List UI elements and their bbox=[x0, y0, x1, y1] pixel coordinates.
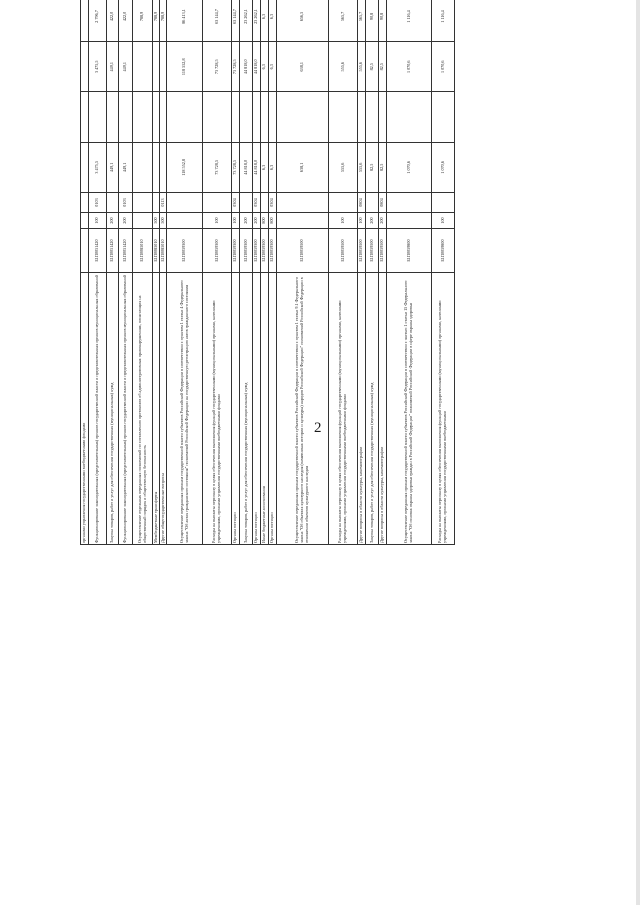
row-vr-cell: 100 bbox=[232, 213, 240, 229]
row-value-cell bbox=[160, 92, 167, 142]
row-code-cell: Б1П0051420 bbox=[89, 229, 107, 273]
row-value-cell: 565,7 bbox=[329, 0, 358, 42]
table-row bbox=[119, 0, 133, 545]
row-value-cell bbox=[81, 42, 89, 92]
row-vr-cell bbox=[167, 213, 203, 229]
row-value-cell: 82,5 bbox=[379, 42, 387, 92]
row-value-cell: 82,5 bbox=[366, 142, 379, 192]
row-value-cell: 788,9 bbox=[133, 0, 153, 42]
row-value-cell bbox=[269, 92, 277, 142]
row-vr-cell: 100 bbox=[358, 213, 366, 229]
row-value-cell: 788,9 bbox=[153, 0, 160, 42]
row-section-cell bbox=[133, 193, 153, 213]
table-row bbox=[232, 0, 240, 545]
row-code-cell: Б1П0085010 bbox=[160, 229, 167, 273]
row-section-cell: 0113 bbox=[160, 193, 167, 213]
row-value-cell bbox=[81, 0, 89, 42]
row-code-cell: Б1П0085010 bbox=[133, 229, 153, 273]
row-value-cell bbox=[240, 92, 253, 142]
row-vr-cell: 100 bbox=[432, 213, 455, 229]
row-value-cell: 73 728,5 bbox=[232, 42, 240, 92]
row-value-cell: 6,3 bbox=[269, 0, 277, 42]
row-value-cell: 63 144,7 bbox=[232, 0, 240, 42]
row-value-cell bbox=[153, 142, 160, 192]
row-value-cell: 1 070,6 bbox=[387, 142, 432, 192]
row-section-cell bbox=[277, 193, 329, 213]
row-value-cell: 44 818,0 bbox=[240, 42, 253, 92]
row-value-cell bbox=[232, 92, 240, 142]
row-value-cell: 422,0 bbox=[107, 0, 119, 42]
page-number: 2 bbox=[314, 420, 322, 436]
row-code-cell: Б1П0059800 bbox=[432, 229, 455, 273]
row-vr-cell: 100 bbox=[203, 213, 232, 229]
row-vr-cell bbox=[81, 213, 89, 229]
row-value-cell bbox=[160, 142, 167, 192]
row-value-cell: 1 070,6 bbox=[432, 42, 455, 92]
row-value-cell: 449,1 bbox=[107, 142, 119, 192]
table-row bbox=[133, 0, 153, 545]
row-vr-cell bbox=[277, 213, 329, 229]
table-row bbox=[269, 0, 277, 545]
row-value-cell: 1 070,6 bbox=[432, 142, 455, 192]
row-name-cell: Межбюджетные трансферты bbox=[153, 273, 160, 545]
row-value-cell: 86 413,1 bbox=[167, 0, 203, 42]
row-code-cell: Б1П0059500 bbox=[277, 229, 329, 273]
row-vr-cell: 200 bbox=[366, 213, 379, 229]
table-row bbox=[89, 0, 107, 545]
table-row bbox=[387, 0, 432, 545]
row-value-cell: 565,7 bbox=[358, 0, 366, 42]
row-value-cell: 449,1 bbox=[107, 42, 119, 92]
table-row bbox=[160, 0, 167, 545]
row-name-cell: Закупка товаров, работ и услуг для обеспечения государственных (муниципальных) нужд bbox=[240, 273, 253, 545]
row-value-cell: 449,1 bbox=[119, 142, 133, 192]
row-value-cell: 63 144,7 bbox=[203, 0, 232, 42]
row-section-cell bbox=[167, 193, 203, 213]
row-name-cell: Органы юстиции bbox=[232, 273, 240, 545]
row-value-cell: 638,1 bbox=[277, 142, 329, 192]
table-row bbox=[240, 0, 253, 545]
table-row bbox=[277, 0, 329, 545]
row-code-cell: Б1П0051420 bbox=[119, 229, 133, 273]
row-section-cell: 0304 bbox=[253, 193, 261, 213]
row-vr-cell bbox=[133, 213, 153, 229]
row-value-cell bbox=[81, 142, 89, 192]
row-section-cell bbox=[107, 193, 119, 213]
row-value-cell: 2 796,7 bbox=[89, 0, 107, 42]
row-section-cell bbox=[153, 193, 160, 213]
row-value-cell bbox=[387, 92, 432, 142]
row-code-cell: Б1П0059500 bbox=[329, 229, 358, 273]
row-value-cell bbox=[432, 92, 455, 142]
row-name-cell: органами управления государственными внебюджетными фондами bbox=[81, 273, 89, 545]
row-value-cell: 44 818,0 bbox=[253, 142, 261, 192]
row-value-cell: 3 475,5 bbox=[89, 142, 107, 192]
row-value-cell: 1 116,4 bbox=[432, 0, 455, 42]
row-name-cell: Функционирование законодательных (представительных) органов государственной власти и представительных органов муниципальных образований bbox=[89, 273, 107, 545]
row-value-cell: 3 475,5 bbox=[89, 42, 107, 92]
row-vr-cell: 200 bbox=[119, 213, 133, 229]
row-value-cell: 82,5 bbox=[366, 42, 379, 92]
row-code-cell bbox=[81, 229, 89, 273]
row-vr-cell: 200 bbox=[253, 213, 261, 229]
budget-table bbox=[80, 0, 455, 545]
row-code-cell: Б1П0059300 bbox=[167, 229, 203, 273]
row-value-cell: 6,3 bbox=[261, 0, 269, 42]
row-section-cell: 0804 bbox=[379, 193, 387, 213]
row-section-cell: 0304 bbox=[269, 193, 277, 213]
row-value-cell bbox=[153, 42, 160, 92]
row-section-cell bbox=[329, 193, 358, 213]
row-value-cell bbox=[167, 92, 203, 142]
row-value-cell bbox=[133, 42, 153, 92]
row-code-cell: Б1П0059300 bbox=[232, 229, 240, 273]
row-section-cell: 0103 bbox=[119, 193, 133, 213]
row-code-cell: Б1П0059300 bbox=[269, 229, 277, 273]
row-value-cell bbox=[107, 92, 119, 142]
row-name-cell: Другие вопросы в области культуры, кинематографии bbox=[379, 273, 387, 545]
row-vr-cell bbox=[387, 213, 432, 229]
row-value-cell: 82,5 bbox=[379, 142, 387, 192]
row-name-cell: Расходы на выплаты персоналу в целях обеспечения выполнения функций государственными (муниципальными) органами, казенными учреждениями, органами управления государственными внебюджетными bbox=[432, 273, 455, 545]
row-value-cell: 422,0 bbox=[119, 0, 133, 42]
row-value-cell: 555,6 bbox=[329, 142, 358, 192]
row-value-cell: 555,6 bbox=[329, 42, 358, 92]
row-vr-cell: 200 bbox=[379, 213, 387, 229]
row-name-cell: Функционирование законодательных (представительных) органов государственной власти и представительных органов муниципальных образований bbox=[119, 273, 133, 545]
table-row bbox=[261, 0, 269, 545]
table-row bbox=[358, 0, 366, 545]
row-name-cell: Осуществление отдельных переданных полномочий по составлению протоколов об административных правонарушениях, посягающих на общественный порядок и общественную безопасность bbox=[133, 273, 153, 545]
row-name-cell: Осуществление переданных органам государственной власти субъектов Российской Федерации в соответствии с частью 1 статьи 15 Федерального закона "Об основах охраны здоровья граждан в Российской Федерации" полномочий Российской Федерации в сфере охраны здоровья bbox=[387, 273, 432, 545]
table-row bbox=[253, 0, 261, 545]
table-row bbox=[167, 0, 203, 545]
row-value-cell bbox=[133, 92, 153, 142]
row-value-cell: 73 728,5 bbox=[203, 142, 232, 192]
row-value-cell: 6,3 bbox=[261, 142, 269, 192]
row-section-cell bbox=[261, 193, 269, 213]
table-row bbox=[81, 0, 89, 545]
row-section-cell bbox=[387, 193, 432, 213]
row-vr-cell: 800 bbox=[269, 213, 277, 229]
row-value-cell: 23 262,1 bbox=[240, 0, 253, 42]
row-name-cell: Закупка товаров, работ и услуг для обеспечения государственных (муниципальных) нужд bbox=[107, 273, 119, 545]
row-code-cell: Б1П0059500 bbox=[366, 229, 379, 273]
row-value-cell: 788,9 bbox=[160, 0, 167, 42]
row-code-cell: Б1П0059800 bbox=[387, 229, 432, 273]
row-value-cell bbox=[261, 92, 269, 142]
row-value-cell: 1 070,6 bbox=[387, 42, 432, 92]
row-section-cell: 0103 bbox=[89, 193, 107, 213]
row-value-cell: 73 728,5 bbox=[232, 142, 240, 192]
row-vr-cell: 100 bbox=[329, 213, 358, 229]
row-code-cell: Б1П0059300 bbox=[261, 229, 269, 273]
row-vr-cell: 200 bbox=[240, 213, 253, 229]
row-code-cell: Б1П0059300 bbox=[240, 229, 253, 273]
row-name-cell: Органы юстиции bbox=[253, 273, 261, 545]
row-value-cell: 44 818,0 bbox=[240, 142, 253, 192]
row-name-cell: Осуществление переданных органам государственной власти субъектов Российской Федерации в соответствии с пунктом 1 статьи 4 Федерального закона "Об актах гражданского состояния" полномочий Российской Федерации на государственную регистрацию актов гражданского состояния bbox=[167, 273, 203, 545]
row-code-cell: Б1П0059500 bbox=[379, 229, 387, 273]
table-row bbox=[329, 0, 358, 545]
row-value-cell bbox=[358, 92, 366, 142]
row-value-cell: 118 552,8 bbox=[167, 42, 203, 92]
row-code-cell: Б1П0059300 bbox=[253, 229, 261, 273]
row-value-cell bbox=[133, 142, 153, 192]
row-value-cell: 638,1 bbox=[277, 42, 329, 92]
row-value-cell: 6,3 bbox=[261, 42, 269, 92]
row-vr-cell: 500 bbox=[160, 213, 167, 229]
row-value-cell: 6,3 bbox=[269, 142, 277, 192]
row-code-cell: Б1П0059500 bbox=[358, 229, 366, 273]
row-value-cell bbox=[119, 92, 133, 142]
row-value-cell bbox=[160, 42, 167, 92]
row-vr-cell: 800 bbox=[261, 213, 269, 229]
row-code-cell: Б1П0051420 bbox=[107, 229, 119, 273]
row-vr-cell: 200 bbox=[107, 213, 119, 229]
row-section-cell bbox=[81, 193, 89, 213]
table-row bbox=[432, 0, 455, 545]
table-row bbox=[366, 0, 379, 545]
row-value-cell bbox=[203, 92, 232, 142]
row-value-cell bbox=[253, 92, 261, 142]
row-value-cell: 73 728,5 bbox=[203, 42, 232, 92]
row-section-cell bbox=[366, 193, 379, 213]
table-row bbox=[379, 0, 387, 545]
row-value-cell: 656,5 bbox=[277, 0, 329, 42]
row-value-cell: 23 262,1 bbox=[253, 0, 261, 42]
table-body bbox=[81, 0, 455, 545]
row-name-cell: Расходы на выплаты персоналу в целях обеспечения выполнения функций государственными (муниципальными) органами, казенными учреждениями, органами управления государственными внебюджетными фондами bbox=[329, 273, 358, 545]
row-code-cell: Б1П0059300 bbox=[203, 229, 232, 273]
row-name-cell: Закупка товаров, работ и услуг для обеспечения государственных (муниципальных) нужд bbox=[366, 273, 379, 545]
row-section-cell bbox=[432, 193, 455, 213]
row-name-cell: Органы юстиции bbox=[269, 273, 277, 545]
rotated-table bbox=[80, 0, 570, 545]
row-section-cell bbox=[203, 193, 232, 213]
row-value-cell bbox=[277, 92, 329, 142]
scan-edge bbox=[636, 0, 640, 905]
row-value-cell: 90,8 bbox=[366, 0, 379, 42]
row-section-cell: 0304 bbox=[232, 193, 240, 213]
row-name-cell: Другие вопросы в области культуры, кинематографии bbox=[358, 273, 366, 545]
row-name-cell: Расходы на выплаты персоналу в целях обеспечения выполнения функций государственными (муниципальными) органами, казенными учреждениями, органами управления государственными внебюджетными фондами bbox=[203, 273, 232, 545]
row-value-cell: 555,6 bbox=[358, 142, 366, 192]
row-value-cell: 90,8 bbox=[379, 0, 387, 42]
row-code-cell: Б1П0085010 bbox=[153, 229, 160, 273]
row-value-cell: 555,6 bbox=[358, 42, 366, 92]
row-value-cell bbox=[89, 92, 107, 142]
row-section-cell: 0804 bbox=[358, 193, 366, 213]
row-value-cell bbox=[379, 92, 387, 142]
row-value-cell bbox=[81, 92, 89, 142]
row-value-cell bbox=[329, 92, 358, 142]
rotated-table-container bbox=[80, 9, 570, 860]
row-name-cell: Другие общегосударственные вопросы bbox=[160, 273, 167, 545]
row-name-cell: Иные бюджетные ассигнования bbox=[261, 273, 269, 545]
row-value-cell: 1 116,4 bbox=[387, 0, 432, 42]
row-value-cell: 44 818,0 bbox=[253, 42, 261, 92]
row-value-cell: 449,1 bbox=[119, 42, 133, 92]
row-name-cell: Осуществление переданных органам государственной власти субъектов Российской Федерации в соответствии с пунктом 1 статьи 9.1 Федерального закона "Об объектах культурного наследия (памятниках истории и культуры) народов Российской Федерации" полномочий Российской Федерации в отношении объектов культурного наследия bbox=[277, 273, 329, 545]
row-value-cell: 6,3 bbox=[269, 42, 277, 92]
table-row bbox=[153, 0, 160, 545]
row-vr-cell: 500 bbox=[153, 213, 160, 229]
row-section-cell bbox=[240, 193, 253, 213]
row-vr-cell: 100 bbox=[89, 213, 107, 229]
row-value-cell bbox=[366, 92, 379, 142]
row-value-cell: 118 552,8 bbox=[167, 142, 203, 192]
row-value-cell bbox=[153, 92, 160, 142]
table-row bbox=[203, 0, 232, 545]
table-row bbox=[107, 0, 119, 545]
